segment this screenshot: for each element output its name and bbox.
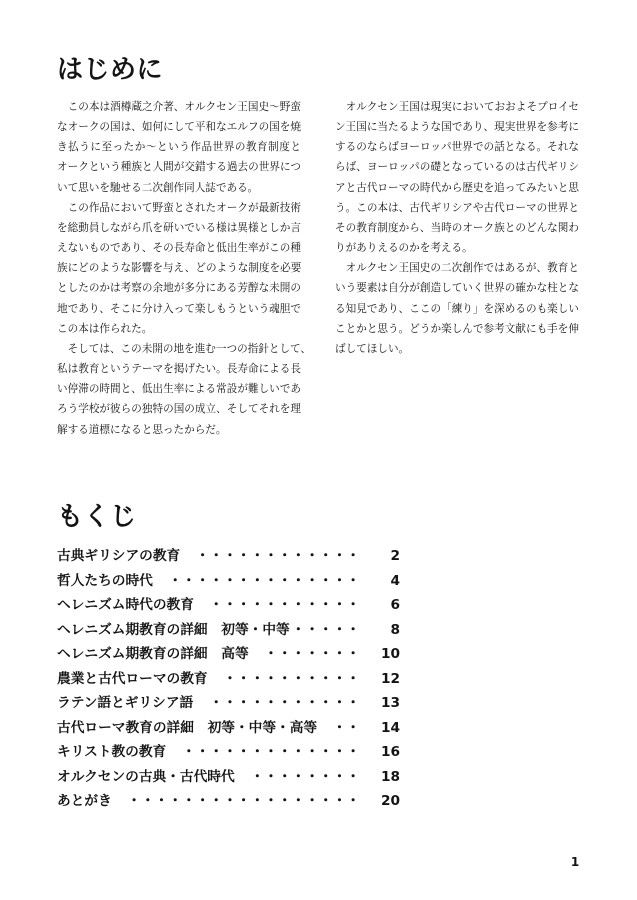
toc-leader-dots: ・・・・・・・・・・・ — [209, 597, 360, 613]
toc-entry-title: キリスト教の教育 — [57, 744, 167, 760]
paragraph-line: う。この本は、古代ギリシアや古代ローマの世界と — [335, 201, 579, 214]
paragraph-line: オルクセン王国史の二次創作ではあるが、教育と — [335, 262, 579, 275]
toc-page-number: 8 — [390, 621, 400, 638]
paragraph-line: 私は教育というテーマを掲げたい。長寿命による長 — [57, 363, 301, 376]
toc-heading: もくじ — [57, 502, 137, 532]
paragraph-line: ばしてほしい。 — [335, 342, 410, 355]
paragraph-line: らば、ヨーロッパの礎となっているのは古代ギリシ — [335, 161, 579, 174]
toc-page-number: 10 — [380, 646, 400, 662]
paragraph-line: するのならばヨーロッパ世界での話となる。それな — [335, 141, 579, 154]
paragraph-line: りがありえるのかを考える。 — [335, 242, 473, 255]
paragraph-line: アと古代ローマの時代から歴史を追ってみたいと思 — [335, 181, 579, 194]
toc-entry-title: 古典ギリシアの教育 — [57, 548, 181, 564]
toc-leader-dots: ・・・・・・・・・・・・ — [195, 548, 360, 564]
toc-leader-dots: ・・・・・・・・・・・ — [209, 695, 360, 711]
paragraph-line: る知見であり、ここの「練り」を深めるのも楽しい — [335, 302, 579, 315]
toc-entry — [57, 618, 402, 643]
toc-leader-dots: ・・・・・・・・・・ — [223, 670, 360, 687]
toc-entry-title: ヘレニズム期教育の詳細 高等 — [57, 646, 249, 662]
toc-page-number: 4 — [390, 572, 400, 589]
toc-page-number: 13 — [380, 695, 400, 711]
toc-page-number: 6 — [390, 597, 400, 613]
toc-leader-dots: ・・・・・・・ — [264, 646, 360, 662]
paragraph-line: オルクセン王国は現実においておおよそプロイセ — [335, 101, 579, 113]
toc-entry — [57, 789, 402, 814]
paragraph-line: 地であり、そこに分け入って楽しもうという魂胆で — [57, 302, 301, 315]
paragraph-line: としたのかは考察の余地が多分にある芳醇な未開の — [57, 282, 301, 295]
paragraph-line: なオークの国は、如何にして平和なエルフの国を焼 — [57, 121, 301, 134]
toc-entry-title: 哲人たちの時代 — [57, 572, 153, 589]
paragraph — [57, 97, 301, 198]
paragraph — [57, 198, 301, 339]
toc-page-number: 14 — [380, 719, 400, 736]
toc-entry — [57, 642, 402, 667]
toc-entry-title: あとがき — [57, 793, 112, 809]
paragraph — [335, 258, 579, 359]
toc-leader-dots: ・・・・・・・・・・・・・・ — [168, 572, 360, 589]
toc-entry-title: ヘレニズム時代の教育 — [57, 597, 194, 613]
toc-entry — [57, 569, 402, 594]
paragraph-line: その教育制度から、当時のオーク族とのどんな関わ — [335, 221, 579, 234]
toc-entry — [57, 667, 402, 692]
toc-page-number: 20 — [380, 793, 400, 809]
paragraph-line: そしては、この未開の地を進む一つの指針として、 — [57, 342, 312, 355]
toc-entry-title: ヘレニズム期教育の詳細 初等・中等 — [57, 621, 290, 638]
toc-entry — [57, 691, 402, 716]
toc-entry — [57, 593, 402, 618]
paragraph-line: い停滞の時間と、低出生率による常設が難しいであ — [57, 383, 301, 396]
intro-heading: はじめに — [57, 55, 164, 85]
toc-entry-title: 古代ローマ教育の詳細 初等・中等・高等 — [57, 719, 318, 736]
toc-entry — [57, 544, 402, 569]
toc-leader-dots: ・・・・・・・・・・・・・ — [182, 744, 360, 760]
toc-leader-dots: ・・・・・・・・ — [250, 768, 360, 785]
toc-page-number: 2 — [390, 548, 400, 564]
page-number: 1 — [570, 855, 580, 869]
toc-entry-title: オルクセンの古典・古代時代 — [57, 768, 235, 785]
paragraph-line: を総動員しながら爪を研いでいる様は異様としか言 — [57, 221, 301, 234]
paragraph-line: いう要素は自分が創造していく世界の確かな柱とな — [335, 282, 579, 295]
toc-leader-dots: ・・・・・・・・・・・・・・・・・ — [127, 793, 360, 809]
paragraph-line: ことかと思う。どうか楽しんで参考文献にも手を伸 — [335, 322, 579, 335]
paragraph-line: この本は酒樽蔵之介著、オルクセン王国史〜野蛮 — [57, 101, 301, 113]
paragraph-line: 族にどのような影響を与え、どのような制度を必要 — [57, 262, 302, 275]
paragraph-line: オークという種族と人間が交錯する過去の世界につ — [57, 161, 301, 174]
table-of-contents — [57, 544, 402, 814]
paragraph-line: いて思いを馳せる二次創作同人誌である。 — [57, 181, 259, 194]
toc-entry-title: 農業と古代ローマの教育 — [57, 670, 208, 687]
paragraph — [57, 339, 312, 440]
toc-entry — [57, 740, 402, 765]
paragraph — [335, 97, 579, 258]
paragraph-line: えないものであり、その長寿命と低出生率がこの種 — [57, 242, 301, 255]
toc-page-number: 16 — [380, 744, 400, 760]
paragraph-line: この本は作られた。 — [57, 322, 153, 335]
paragraph-line: この作品において野蛮とされたオークが最新技術 — [57, 201, 301, 214]
paragraph-line: き払うに至ったか〜という作品世界の教育制度と — [57, 141, 301, 154]
toc-leader-dots: ・・ — [332, 719, 360, 736]
toc-entry — [57, 765, 402, 790]
intro-right-column — [335, 97, 579, 359]
paragraph-line: ろう学校が彼らの独特の国の成立、そしてそれを理 — [57, 403, 301, 416]
toc-leader-dots: ・・・・・ — [291, 621, 360, 638]
toc-page-number: 12 — [380, 670, 400, 687]
paragraph-line: 解する道標になると思ったからだ。 — [57, 423, 227, 436]
toc-page-number: 18 — [380, 768, 400, 785]
intro-left-column — [57, 97, 312, 440]
toc-entry — [57, 716, 402, 741]
paragraph-line: ン王国に当たるような国であり、現実世界を参考に — [335, 121, 579, 134]
toc-entry-title: ラテン語とギリシア語 — [57, 695, 194, 711]
